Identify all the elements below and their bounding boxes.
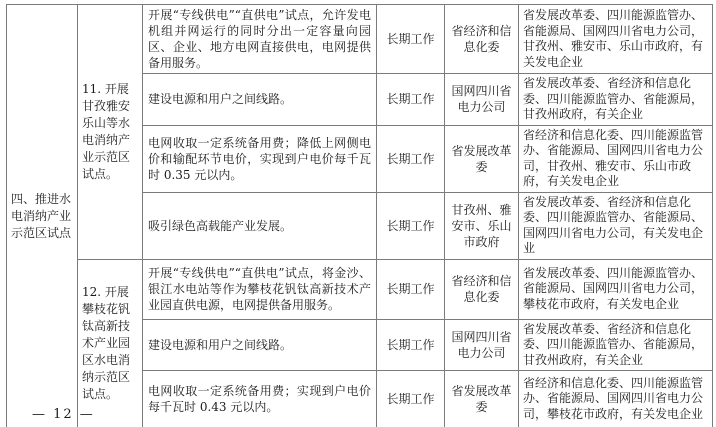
category-cell: 四、推进水电消纳产业示范区试点 [7,5,78,427]
schedule-cell: 长期工作 [377,74,445,126]
lead-unit-cell: 国网四川省电力公司 [445,74,519,126]
participants-cell: 省发展改革委、省经济和信息化委、四川能源监管办、省能源局，甘孜州政府，有关企业 [519,319,713,371]
participants-cell: 省发展改革委、四川能源监管办、省能源局、国网四川省电力公司，甘孜州、雅安市、乐山市政府，有关发电企业 [519,5,713,74]
table-row [7,259,713,319]
task-cell: 11. 开展甘孜雅安乐山等水电消纳产业示范区试点。 [78,5,143,260]
participants-cell: 省发展改革委、四川能源监管办、省能源局、国网四川省电力公司，攀枝花市政府，有关发电企业 [519,259,713,319]
participants-cell: 省发展改革委、省经济和信息化委、四川能源监管办、省能源局，甘孜州政府，有关企业 [519,74,713,126]
page-number: — 12 — [32,407,95,422]
schedule-cell: 长期工作 [377,192,445,259]
lead-unit-cell: 甘孜州、雅安市、乐山市政府 [445,192,519,259]
schedule-cell: 长期工作 [377,5,445,74]
participants-cell: 省经济和信息化委、四川能源监管办、省能源局、国网四川省电力公司，甘孜州、雅安市、乐山市政府，有关发电企业 [519,125,713,192]
schedule-cell: 长期工作 [377,259,445,319]
work-plan-table [6,4,713,427]
participants-cell: 省发展改革委、省经济和信息化委、四川能源监管办、省能源局、国网四川省电力公司，有关发电企业 [519,192,713,259]
table-row [7,5,713,74]
measure-cell: 开展“专线供电”“直供电”试点，将金沙、银江水电站等作为攀枝花钒钛高新技术产业园直供电源，电网提供备用服务。 [143,259,377,319]
schedule-cell: 长期工作 [377,371,445,427]
measure-cell: 吸引绿色高载能产业发展。 [143,192,377,259]
measure-cell: 开展“专线供电”“直供电”试点，允许发电机组并网运行的同时分出一定容量向园区、企业、地方电网直接供电，电网提供备用服务。 [143,5,377,74]
measure-cell: 建设电源和用户之间线路。 [143,319,377,371]
schedule-cell: 长期工作 [377,125,445,192]
lead-unit-cell: 国网四川省电力公司 [445,319,519,371]
measure-cell: 电网收取一定系统备用费；降低上网侧电价和输配环节电价，实现到户电价每千瓦时 0.35 元以内。 [143,125,377,192]
lead-unit-cell: 省发展改革委 [445,125,519,192]
measure-cell: 电网收取一定系统备用费；实现到户电价每千瓦时 0.43 元以内。 [143,371,377,427]
participants-cell: 省经济和信息化委、四川能源监管办、省能源局、国网四川省电力公司，攀枝花市政府，有关发电企业 [519,371,713,427]
task-cell: 12. 开展攀枝花钒钛高新技术产业园区水电消纳示范区试点。 [78,259,143,427]
lead-unit-cell: 省经济和信息化委 [445,259,519,319]
lead-unit-cell: 省经济和信息化委 [445,5,519,74]
measure-cell: 建设电源和用户之间线路。 [143,74,377,126]
lead-unit-cell: 省发展改革委 [445,371,519,427]
schedule-cell: 长期工作 [377,319,445,371]
